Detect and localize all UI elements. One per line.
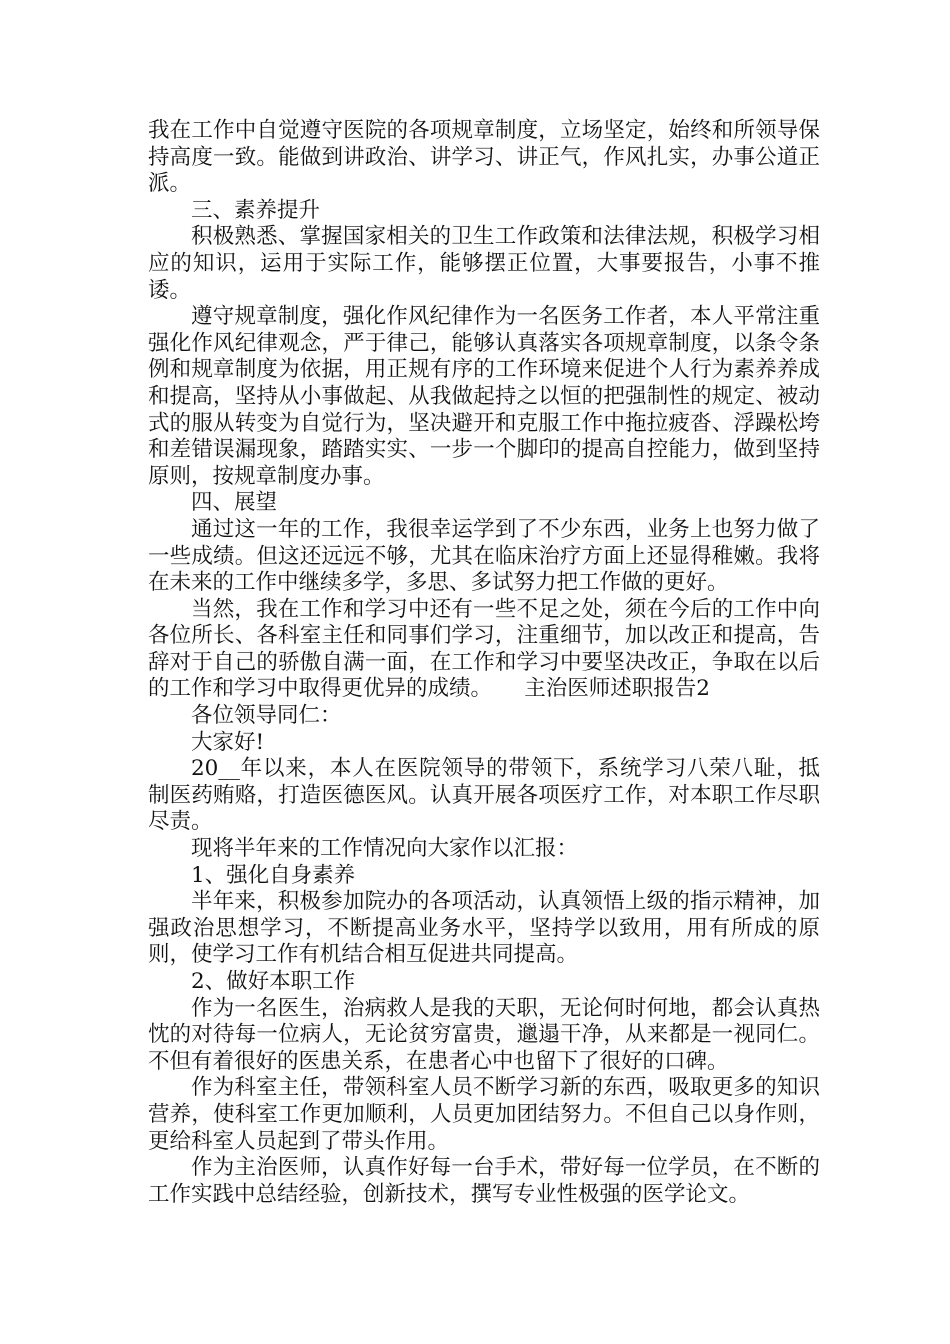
section-heading: 四、展望 [191, 490, 278, 516]
paragraph: 积极熟悉、掌握国家相关的卫生工作政策和法律法规，积极学习相应的知识，运用于实际工作，能够摆正位置，大事要报告，小事不推诿。 [148, 224, 820, 303]
document-body [148, 118, 820, 1208]
paragraph: 现将半年来的工作情况向大家作以汇报： [191, 836, 579, 862]
paragraph: 作为一名医生，治病救人是我的天职，无论何时何地，都会认真热忱的对待每一位病人，无论贫穷富贵，邋遢干净，从来都是一视同仁。不但有着很好的医患关系，在患者心中也留下了很好的口碑。 [148, 995, 820, 1074]
salutation: 各位领导同仁： [191, 703, 342, 729]
paragraph: 作为主治医师，认真作好每一台手术，带好每一位学员，在不断的工作实践中总结经验，创新技术，撰写专业性极强的医学论文。 [148, 1155, 820, 1207]
paragraph: 遵守规章制度，强化作风纪律作为一名医务工作者，本人平常注重强化作风纪律观念，严于律己，能够认真落实各项规章制度，以条令条例和规章制度为依据，用正规有序的工作环境来促进个人行为素养养成和提高，坚持从小事做起、从我做起持之以恒的把强制性的规定、被动式的服从转变为自觉行为，坚决避开和克服工作中拖拉疲沓、浮躁松垮和差错误漏现象，踏踏实实、一步一个脚印的提高自控能力，做到坚持原则，按规章制度办事。 [148, 304, 820, 489]
paragraph: 作为科室主任，带领科室人员不断学习新的东西，吸取更多的知识营养，使科室工作更加顺利，人员更加团结努力。不但自己以身作则，更给科室人员起到了带头作用。 [148, 1075, 820, 1154]
section-heading: 1、强化自身素养 [191, 862, 356, 888]
paragraph: 20__年以来，本人在医院领导的带领下，系统学习八荣八耻，抵制医药贿赂，打造医德医风。认真开展各项医疗工作，对本职工作尽职尽责。 [148, 756, 820, 835]
section-heading: 2、做好本职工作 [191, 969, 356, 994]
paragraph: 半年来，积极参加院办的各项活动，认真领悟上级的指示精神，加强政治思想学习，不断提高业务水平，坚持学以致用，用有所成的原则，使学习工作有机结合相互促进共同提高。 [148, 889, 820, 968]
paragraph: 我在工作中自觉遵守医院的各项规章制度，立场坚定，始终和所领导保持高度一致。能做到讲政治、讲学习、讲正气，作风扎实，办事公道正派。 [148, 118, 820, 197]
paragraph: 当然，我在工作和学习中还有一些不足之处，须在今后的工作中向各位所长、各科室主任和同事们学习，注重细节，加以改正和提高，告辞对于自己的骄傲自满一面，在工作和学习中要坚决改正，争取在以后的工作和学习中取得更优异的成绩。 主治医师述职报告2 [148, 596, 820, 702]
paragraph: 通过这一年的工作，我很幸运学到了不少东西，业务上也努力做了一些成绩。但这还远远不够，尤其在临床治疗方面上还显得稚嫩。我将在未来的工作中继续多学，多思、多试努力把工作做的更好。 [148, 516, 820, 596]
greeting: 大家好! [191, 729, 265, 755]
section-heading: 三、素养提升 [191, 197, 321, 223]
